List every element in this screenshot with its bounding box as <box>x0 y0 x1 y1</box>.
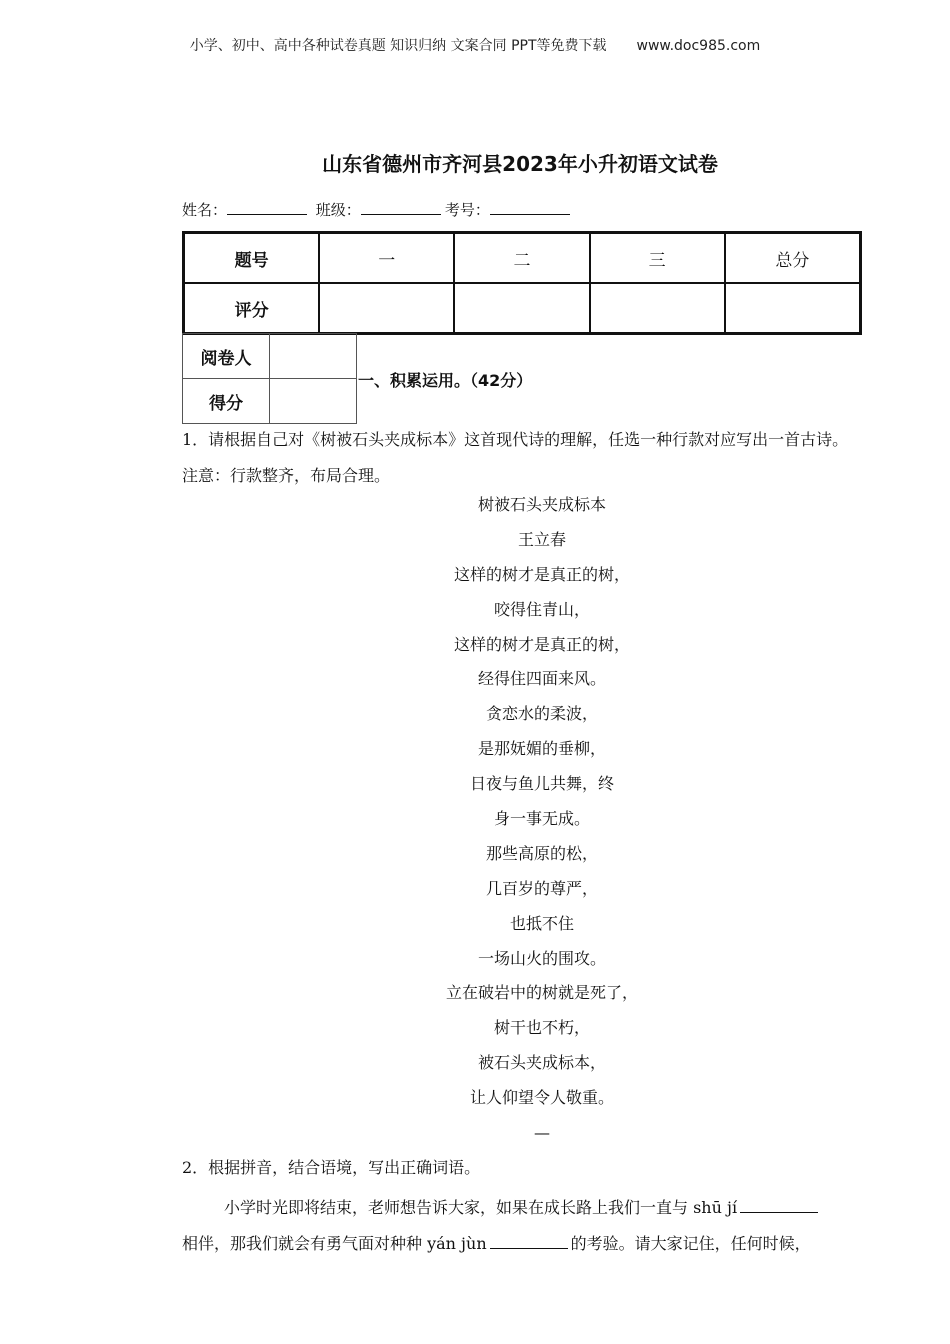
score-header-cell: 总分 <box>725 233 860 283</box>
name-label: 姓名： <box>182 201 228 219</box>
poem-line: 这样的树才是真正的树， <box>453 564 630 584</box>
reader-table <box>182 333 357 424</box>
poem-line: 一场山火的围攻。 <box>477 948 606 968</box>
poem-line: 立在破岩中的树就是死了， <box>445 983 638 1003</box>
score-header-cell: 二 <box>454 233 589 283</box>
student-info <box>182 199 574 220</box>
name-blank[interactable] <box>227 200 307 215</box>
number-label: 考号： <box>444 201 490 219</box>
q2-text-part-1: 小学时光即将结束，老师想告诉大家，如果在成长路上我们一直与 shū jí <box>224 1198 738 1217</box>
poem-line: 让人仰望令人敬重。 <box>469 1088 614 1108</box>
score-cell[interactable] <box>590 283 725 333</box>
score-table <box>182 231 862 335</box>
reader-cell[interactable] <box>270 334 357 379</box>
score-value-row <box>184 283 860 333</box>
answer-blank-yanjun[interactable] <box>490 1234 568 1249</box>
score-cell[interactable] <box>454 283 589 333</box>
reader-label: 阅卷人 <box>183 334 270 379</box>
poem-line: 树被石头夹成标本 <box>477 495 606 514</box>
reader-score-label: 得分 <box>183 379 270 424</box>
poem-line: 咬得住青山， <box>493 599 590 619</box>
score-header-row <box>184 233 860 283</box>
page-title: 山东省德州市齐河县2023年小升初语文试卷 <box>322 152 718 176</box>
q2-text-part-3: 的考验。请大家记住，任何时候， <box>570 1234 811 1253</box>
poem-line: 这样的树才是真正的树， <box>453 634 630 654</box>
q2-text-part-2: 相伴，那我们就会有勇气面对种种 yán jùn <box>182 1234 487 1253</box>
poem-line: 几百岁的尊严， <box>485 878 598 898</box>
score-cell[interactable] <box>725 283 860 333</box>
class-label: 班级： <box>315 201 361 219</box>
poem-line: 被石头夹成标本， <box>477 1053 606 1073</box>
score-header-cell: 三 <box>590 233 725 283</box>
header-left-text: 小学、初中、高中各种试卷真题 知识归纳 文案合同 PPT等免费下载 <box>189 38 607 54</box>
question-2-paragraph <box>182 1190 862 1262</box>
answer-blank-shuji[interactable] <box>740 1198 818 1213</box>
score-cell[interactable] <box>319 283 454 333</box>
poem-line: 是那妩媚的垂柳， <box>477 739 606 759</box>
score-header-cell: 一 <box>319 233 454 283</box>
poem-line: 贪恋水的柔波， <box>485 704 598 724</box>
class-blank[interactable] <box>361 200 441 215</box>
section-title: 一、积累运用。（42分） <box>358 371 533 390</box>
question-1: 1．请根据自己对《树被石头夹成标本》这首现代诗的理解，任选一种行款对应写出一首古诗。注意：行款整齐，布局合理。 <box>182 430 849 485</box>
poem-end-mark: — <box>534 1123 550 1143</box>
poem-line: 日夜与鱼儿共舞，终 <box>469 774 614 794</box>
header-url: www.doc985.com <box>636 38 761 54</box>
poem <box>0 488 950 1151</box>
poem-line: 身一事无成。 <box>493 809 590 829</box>
question-2-title: 2．根据拼音，结合语境，写出正确词语。 <box>182 1158 481 1177</box>
poem-line: 树干也不朽， <box>493 1018 590 1038</box>
reader-score-cell[interactable] <box>270 379 357 424</box>
poem-line: 经得住四面来风。 <box>477 669 606 689</box>
score-header-cell: 题号 <box>184 233 319 283</box>
page-header <box>0 35 950 55</box>
number-blank[interactable] <box>490 200 570 215</box>
poem-line: 也抵不住 <box>509 913 574 933</box>
score-row-label: 评分 <box>184 283 319 333</box>
poem-line: 那些高原的松， <box>485 843 598 863</box>
poem-line: 王立春 <box>517 529 566 549</box>
